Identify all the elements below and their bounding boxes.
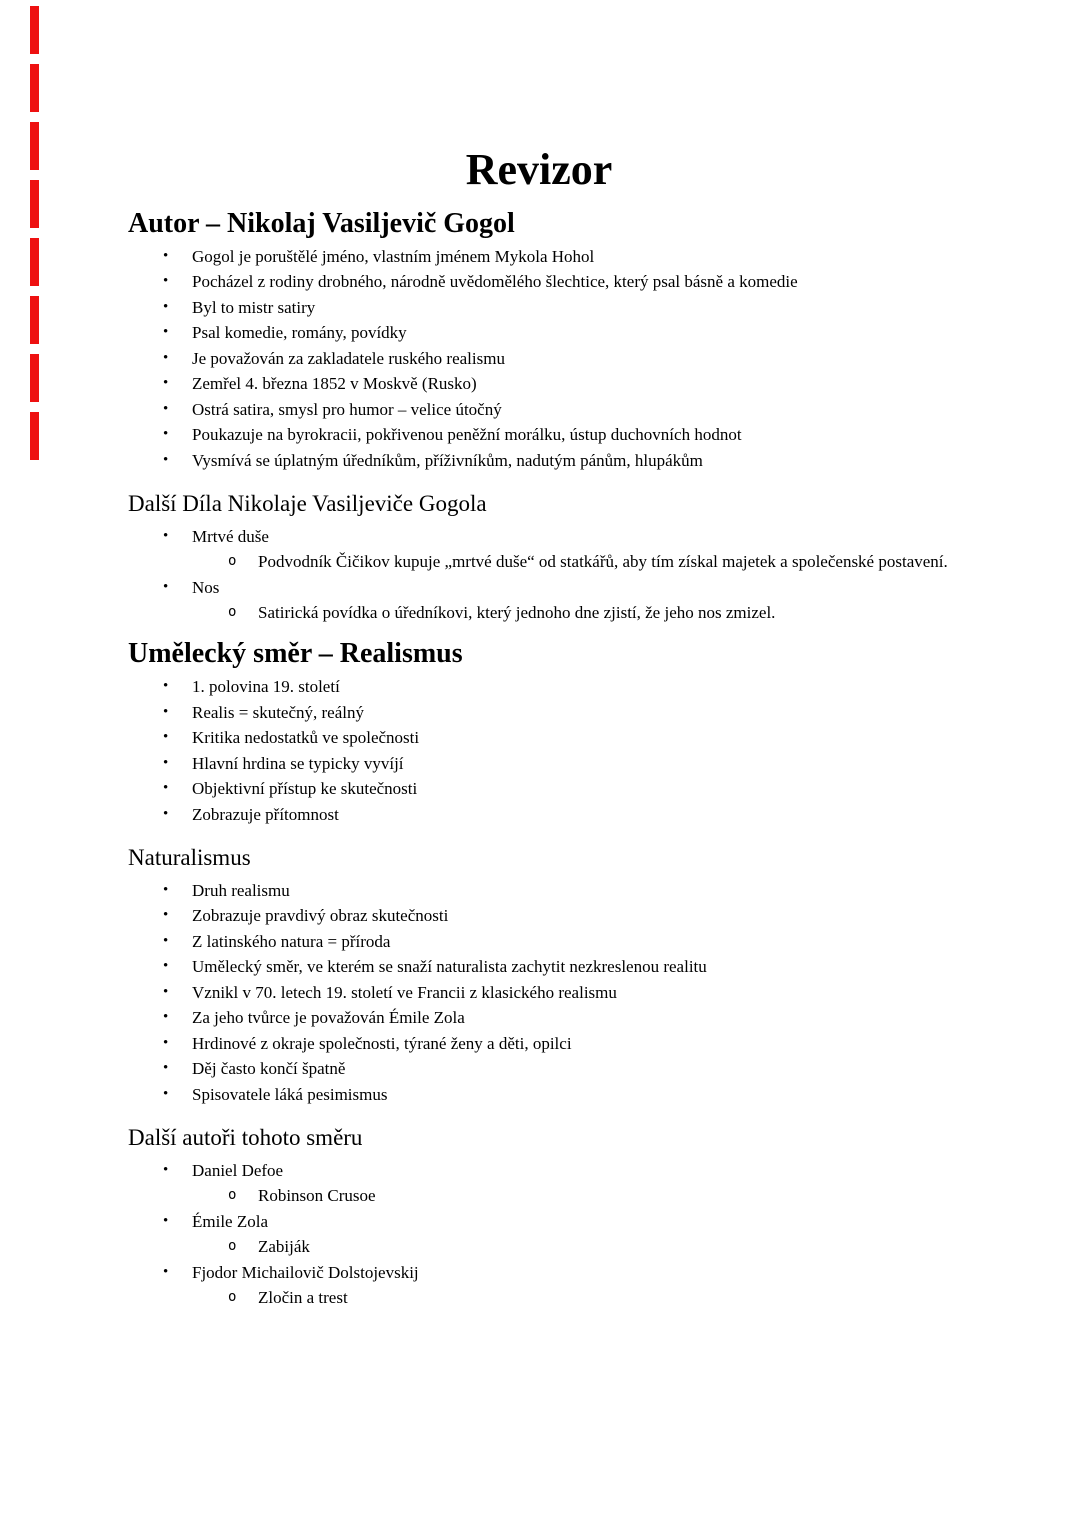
bullet-item-text: Kritika nedostatků ve společnosti — [192, 728, 420, 748]
bullet-item-text: Gogol je poruštělé jméno, vlastním jménem Mykola Hohol — [192, 246, 595, 266]
bullet-item-text: Daniel Defoe — [192, 1160, 284, 1180]
bullet-item-text: Objektivní přístup ke skutečnosti — [192, 779, 418, 799]
bullet-item — [128, 903, 950, 929]
document-title: Revizor — [465, 145, 613, 194]
bullet-item-text: Byl to mistr satiry — [192, 297, 316, 317]
bullet-marker-icon: • — [163, 703, 169, 720]
bullet-item-text: Pocházel z rodiny drobného, národně uvědomělého šlechtice, který psal básně a komedie — [192, 272, 798, 292]
bullet-item — [128, 725, 950, 751]
bullet-item-text: Druh realismu — [192, 880, 290, 900]
bullet-item — [128, 295, 950, 321]
bullet-marker-icon: • — [163, 729, 169, 746]
bullet-item — [128, 980, 950, 1006]
sub-bullet-item — [128, 549, 950, 575]
bullet-item-text: Je považován za zakladatele ruského realismu — [192, 348, 505, 368]
bullet-item — [128, 700, 950, 726]
bullet-marker-icon: • — [163, 1263, 169, 1280]
circle-marker-icon: o — [228, 553, 237, 570]
sub-bullet-list — [128, 600, 950, 626]
bullet-marker-icon: • — [163, 451, 169, 468]
bullet-marker-icon: • — [163, 247, 169, 264]
bullet-item — [128, 397, 950, 423]
sub-bullet-item-text: Satirická povídka o úředníkovi, který jednoho dne zjistí, že jeho nos zmizel. — [258, 603, 776, 623]
document-sections — [128, 208, 950, 1311]
sub-bullet-list — [128, 1183, 950, 1209]
bullet-item — [128, 1082, 950, 1108]
bullet-item — [128, 371, 950, 397]
bullet-item — [128, 244, 950, 270]
bullet-item — [128, 1031, 950, 1057]
sub-bullet-item-text: Zabiják — [258, 1237, 310, 1257]
bullet-item — [128, 524, 950, 550]
bullet-item — [128, 1056, 950, 1082]
bullet-marker-icon: • — [163, 273, 169, 290]
bullet-marker-icon: • — [163, 1212, 169, 1229]
bullet-item — [128, 776, 950, 802]
bullet-item — [128, 346, 950, 372]
bullet-marker-icon: • — [163, 881, 169, 898]
bullet-marker-icon: • — [163, 400, 169, 417]
bullet-item-text: Za jeho tvůrce je považován Émile Zola — [192, 1008, 465, 1028]
bullet-marker-icon: • — [163, 932, 169, 949]
bullet-item-text: Psal komedie, romány, povídky — [192, 323, 407, 343]
bullet-item-text: Mrtvé duše — [192, 526, 269, 546]
bullet-list-1 — [128, 524, 950, 626]
bullet-item — [128, 1158, 950, 1184]
section-heading-2: Umělecký směr – Realismus — [128, 637, 463, 669]
bullet-marker-icon: • — [163, 983, 169, 1000]
sub-bullet-group — [128, 1234, 950, 1260]
sub-bullet-item — [128, 1285, 950, 1311]
bullet-marker-icon: • — [163, 349, 169, 366]
bullet-marker-icon: • — [163, 678, 169, 695]
circle-marker-icon: o — [228, 1289, 237, 1306]
bullet-marker-icon: • — [163, 375, 169, 392]
bullet-item — [128, 954, 950, 980]
sub-bullet-list — [128, 1285, 950, 1311]
bullet-item — [128, 751, 950, 777]
bullet-item-text: Děj často končí špatně — [192, 1059, 346, 1079]
bullet-marker-icon: • — [163, 298, 169, 315]
bullet-item-text: Umělecký směr, ve kterém se snaží naturalista zachytit nezkreslenou realitu — [192, 957, 707, 977]
section-heading-0: Autor – Nikolaj Vasiljevič Gogol — [128, 207, 515, 239]
bullet-marker-icon: • — [163, 527, 169, 544]
bullet-item-text: Ostrá satira, smysl pro humor – velice útočný — [192, 399, 502, 419]
bullet-item — [128, 1209, 950, 1235]
bullet-marker-icon: • — [163, 1161, 169, 1178]
bullet-item-text: Realis = skutečný, reálný — [192, 702, 364, 722]
bullet-marker-icon: • — [163, 1060, 169, 1077]
circle-marker-icon: o — [228, 604, 237, 621]
bullet-item-text: Zobrazuje pravdivý obraz skutečnosti — [192, 906, 449, 926]
sub-bullet-list — [128, 549, 950, 575]
sub-bullet-item-text: Zločin a trest — [258, 1288, 348, 1308]
bullet-item — [128, 448, 950, 474]
bullet-item-text: Zemřel 4. března 1852 v Moskvě (Rusko) — [192, 374, 477, 394]
sub-bullet-item-text: Robinson Crusoe — [258, 1186, 376, 1206]
bullet-item-text: Émile Zola — [192, 1211, 269, 1231]
section-heading-1: Další Díla Nikolaje Vasiljeviče Gogola — [128, 491, 487, 517]
bullet-item — [128, 1005, 950, 1031]
bullet-item-text: Zobrazuje přítomnost — [192, 804, 339, 824]
bullet-marker-icon: • — [163, 907, 169, 924]
bullet-item-text: Hlavní hrdina se typicky vyvíjí — [192, 753, 404, 773]
bullet-marker-icon: • — [163, 1034, 169, 1051]
sub-bullet-item — [128, 1183, 950, 1209]
bullet-list-4 — [128, 1158, 950, 1311]
sub-bullet-item — [128, 600, 950, 626]
circle-marker-icon: o — [228, 1187, 237, 1204]
sub-bullet-item — [128, 1234, 950, 1260]
bullet-item — [128, 802, 950, 828]
bullet-item-text: Z latinského natura = příroda — [192, 931, 391, 951]
sub-bullet-group — [128, 600, 950, 626]
bullet-item-text: Vysmívá se úplatným úředníkům, příživníkům, nadutým pánům, hlupákům — [192, 450, 703, 470]
sub-bullet-group — [128, 549, 950, 575]
bullet-item-text: Hrdinové z okraje společnosti, týrané ženy a děti, opilci — [192, 1033, 572, 1053]
bullet-item-text: Spisovatele láká pesimismus — [192, 1084, 388, 1104]
bullet-list-3 — [128, 878, 950, 1108]
sub-bullet-group — [128, 1285, 950, 1311]
section-heading-4: Další autoři tohoto směru — [128, 1125, 363, 1151]
bullet-marker-icon: • — [163, 805, 169, 822]
bullet-marker-icon: • — [163, 324, 169, 341]
bullet-item — [128, 269, 950, 295]
bullet-marker-icon: • — [163, 780, 169, 797]
bullet-item-text: Vznikl v 70. letech 19. století ve Francii z klasického realismu — [192, 982, 617, 1002]
bullet-item — [128, 1260, 950, 1286]
bullet-item-text: Nos — [192, 577, 220, 597]
bullet-item — [128, 575, 950, 601]
bullet-list-0 — [128, 244, 950, 474]
bullet-marker-icon: • — [163, 754, 169, 771]
bullet-item — [128, 674, 950, 700]
bullet-list-2 — [128, 674, 950, 827]
bullet-marker-icon: • — [163, 1085, 169, 1102]
bullet-marker-icon: • — [163, 578, 169, 595]
bullet-marker-icon: • — [163, 426, 169, 443]
section-heading-3: Naturalismus — [128, 845, 251, 871]
bullet-item-text: Poukazuje na byrokracii, pokřivenou peněžní morálku, ústup duchovních hodnot — [192, 425, 742, 445]
bullet-item — [128, 320, 950, 346]
bullet-marker-icon: • — [163, 1009, 169, 1026]
sub-bullet-list — [128, 1234, 950, 1260]
sub-bullet-item-text: Podvodník Čičikov kupuje „mrtvé duše“ od statkářů, aby tím získal majetek a společenské postavení. — [258, 552, 948, 572]
bullet-item-text: Fjodor Michailovič Dolstojevskij — [192, 1262, 419, 1282]
sub-bullet-group — [128, 1183, 950, 1209]
bullet-marker-icon: • — [163, 958, 169, 975]
bullet-item-text: 1. polovina 19. století — [192, 677, 340, 697]
bullet-item — [128, 878, 950, 904]
bullet-item — [128, 422, 950, 448]
bullet-item — [128, 929, 950, 955]
circle-marker-icon: o — [228, 1238, 237, 1255]
